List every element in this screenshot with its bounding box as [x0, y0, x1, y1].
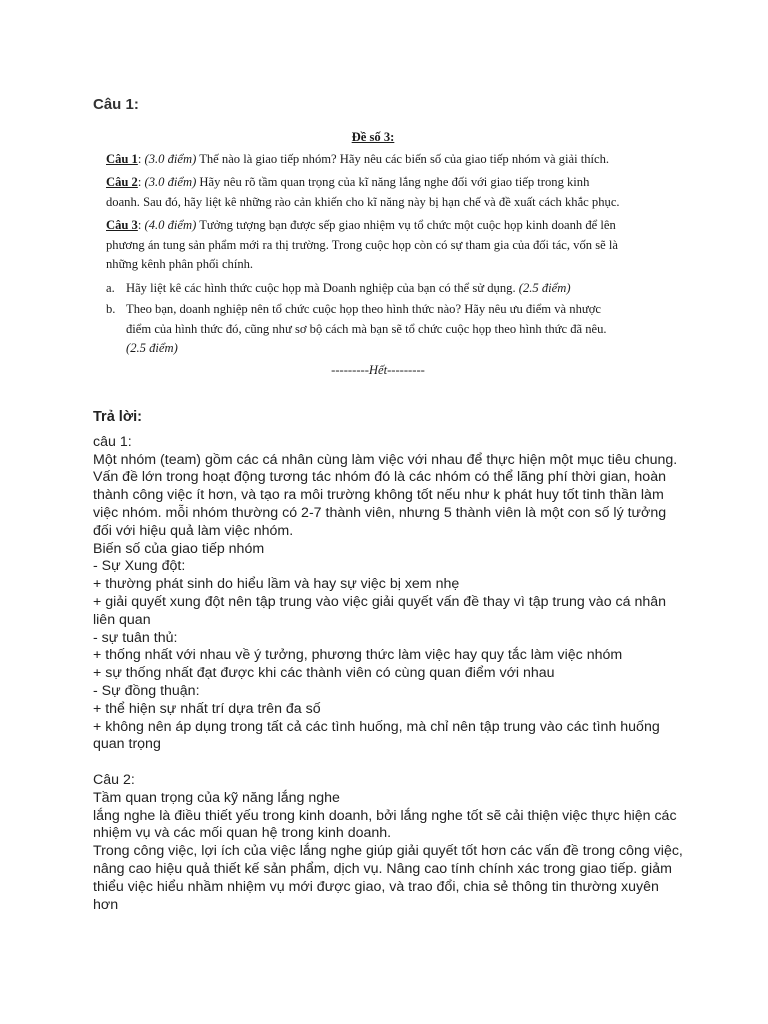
- question-label: Câu 3: [106, 218, 138, 232]
- answer-line: lắng nghe là điều thiết yếu trong kinh doanh, bởi lắng nghe tốt sẽ cải thiện việc thực hiện các nhiệm vụ và các mối quan hệ trong kinh doanh.: [93, 807, 677, 842]
- answer-line: + sự thống nhất đạt được khi các thành viên có cùng quan điểm với nhau: [93, 665, 555, 682]
- answer-line: + thường phát sinh do hiểu lầm và hay sự việc bị xem nhẹ: [93, 576, 460, 593]
- exam-question: Câu 1: (3.0 điểm) Thế nào là giao tiếp nhóm? Hãy nêu các biến số của giao tiếp nhóm và giải thích.: [106, 151, 610, 166]
- page-heading: Câu 1:: [93, 96, 139, 113]
- question-points: (3.0 điểm): [144, 151, 197, 166]
- question-label: Câu 2: [106, 175, 138, 189]
- question-text: Thế nào là giao tiếp nhóm? Hãy nêu các biến số của giao tiếp nhóm và giải thích.: [199, 151, 610, 166]
- exam-question: Câu 2: (3.0 điểm) Hãy nêu rõ tầm quan trọng của kĩ năng lắng nghe đối với giao tiếp trong kinh doanh. Sau đó, hãy liệt kê những rào cản khiến cho kĩ năng này bị hạn chế và đề xuất cách khắc phục.: [106, 175, 620, 209]
- question-label: Câu 1: [106, 151, 138, 166]
- exam-title: Đề số 3:: [351, 130, 395, 144]
- exam-subitem: [106, 279, 620, 299]
- answer-line: - Sự Xung đột:: [93, 558, 186, 575]
- subitem-text: Theo bạn, doanh nghiệp nên tổ chức cuộc họp theo hình thức nào? Hãy nêu ưu điểm và nhược điểm của hình thức đó, cũng như sơ bộ cách mà bạn sẽ tổ chức cuộc họp theo hình thức đã nêu.: [126, 302, 607, 336]
- subitem-points: (2.5 điểm): [518, 280, 571, 295]
- answer-line: + thể hiện sự nhất trí dựa trên đa số: [93, 700, 321, 717]
- subitem-letter: a.: [106, 280, 115, 295]
- answer-line: + giải quyết xung đột nên tập trung vào việc giải quyết vấn đề thay vì tập trung vào cá nhân liên quan: [93, 593, 667, 628]
- subitem-letter: b.: [106, 302, 116, 316]
- subitem-body: [126, 300, 620, 359]
- question-points: (3.0 điểm): [144, 175, 197, 189]
- subitem-body: [126, 279, 620, 299]
- question-text: Tưởng tượng bạn được sếp giao nhiệm vụ tổ chức một cuộc họp kinh doanh để lên phương án tung sản phẩm mới ra thị trường. Trong cuộc họp còn có sự tham gia của đối tác, vốn sẽ là những kênh phân phối chính.: [106, 218, 618, 271]
- subitem-points: (2.5 điểm): [126, 341, 178, 355]
- answer-section: [93, 409, 683, 914]
- exam-question: Câu 3: (4.0 điểm) Tưởng tượng bạn được sếp giao nhiệm vụ tổ chức một cuộc họp kinh doanh để lên phương án tung sản phẩm mới ra thị trường. Trong cuộc họp còn có sự tham gia của đối tác, vốn sẽ là những kênh phân phối chính.: [106, 218, 618, 271]
- blank-line: [93, 754, 683, 772]
- answer-line: câu 1:: [93, 433, 132, 450]
- subitem-text: Hãy liệt kê các hình thức cuộc họp mà Doanh nghiệp của bạn có thể sử dụng.: [126, 280, 516, 295]
- answer-title: Trả lời:: [93, 409, 142, 425]
- exam-image: [106, 128, 620, 380]
- answer-line: Trong công việc, lợi ích của việc lắng nghe giúp giải quyết tốt hơn các vấn đề trong công việc, nâng cao hiệu quả thiết kế sản phẩm, dịch vụ. Nâng cao tính chính xác trong giao tiếp. giảm thiểu việc hiểu nhầm nhiệm vụ mới được giao, và trao đổi, chia sẻ thông tin thường xuyên hơn: [93, 843, 683, 913]
- question-points: (4.0 điểm): [144, 218, 197, 232]
- answer-line: - sự tuân thủ:: [93, 629, 178, 646]
- answer-line: Biến số của giao tiếp nhóm: [93, 540, 265, 557]
- answer-line: Tầm quan trọng của kỹ năng lắng nghe: [93, 789, 340, 806]
- answer-line: + không nên áp dụng trong tất cả các tình huống, mà chỉ nên tập trung vào các tình huống quan trọng: [93, 718, 660, 753]
- answer-line: Một nhóm (team) gồm các cá nhân cùng làm việc với nhau để thực hiện một mục tiêu chung. Vấn đề lớn trong hoạt động tương tác nhóm đó là các nhóm có thể lãng phí thời gian, hoàn thành công việc ít hơn, và tạo ra môi trường không tốt nếu như k phát huy tốt tinh thần làm việc nhóm. mỗi nhóm thường có 2-7 thành viên, nhưng 5 thành viên là một con số lý tưởng đối với hiệu quả làm việc nhóm.: [93, 451, 678, 539]
- answer-line: Câu 2:: [93, 771, 135, 788]
- exam-end-marker: ---------Hết---------: [331, 362, 425, 377]
- question-text: Hãy nêu rõ tầm quan trọng của kĩ năng lắng nghe đối với giao tiếp trong kinh doanh. Sau đó, hãy liệt kê những rào cản khiến cho kĩ năng này bị hạn chế và đề xuất cách khắc phục.: [106, 175, 620, 209]
- answer-line: - Sự đồng thuận:: [93, 682, 200, 699]
- answer-line: + thống nhất với nhau về ý tưởng, phương thức làm việc hay quy tắc làm việc nhóm: [93, 647, 623, 664]
- exam-subitem: [106, 300, 620, 359]
